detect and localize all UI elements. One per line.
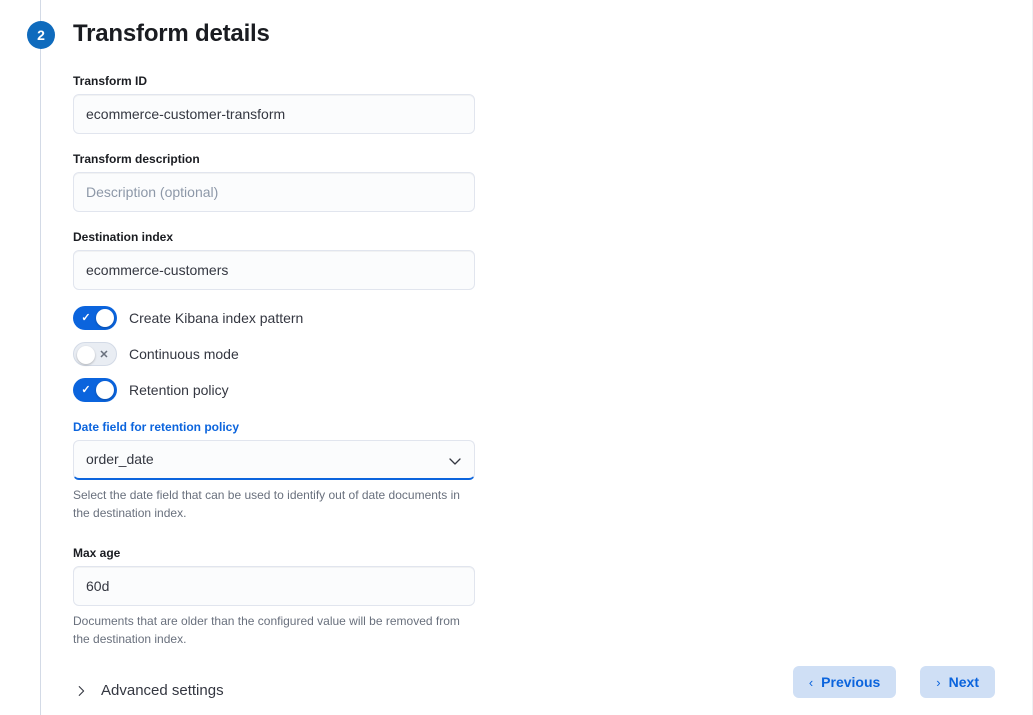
check-icon: ✓ xyxy=(81,312,91,324)
chevron-right-icon: › xyxy=(936,674,941,690)
check-icon: ✓ xyxy=(81,384,91,396)
toggle-knob xyxy=(77,346,95,364)
create-kibana-index-pattern-toggle[interactable] xyxy=(73,306,117,330)
continuous-mode-label: Continuous mode xyxy=(129,346,239,362)
cross-icon: ✕ xyxy=(99,349,109,361)
retention-date-field-select[interactable]: order_date xyxy=(73,440,475,480)
max-age-field xyxy=(73,544,475,648)
transform-details-form xyxy=(73,72,475,699)
chevron-left-icon: ‹ xyxy=(808,674,814,690)
max-age-label: Max age xyxy=(73,546,121,560)
page-title: Transform details xyxy=(73,20,270,47)
chevron-down-icon[interactable] xyxy=(447,453,463,474)
create-kibana-index-pattern-toggle-row[interactable] xyxy=(73,306,475,330)
retention-policy-label: Retention policy xyxy=(129,382,229,398)
destination-index-field xyxy=(73,228,475,290)
stepper-rail xyxy=(40,0,41,715)
next-button[interactable] xyxy=(920,666,995,698)
step-number-badge: 2 xyxy=(27,21,55,49)
transform-id-input[interactable] xyxy=(73,94,475,134)
continuous-mode-toggle-row[interactable] xyxy=(73,342,475,366)
max-age-help: Documents that are older than the configured value will be removed from the destination index. xyxy=(73,614,460,646)
transform-id-label: Transform ID xyxy=(73,74,148,88)
advanced-settings-accordion[interactable] xyxy=(73,682,475,699)
toggle-knob xyxy=(96,309,114,327)
max-age-input[interactable] xyxy=(73,566,475,606)
previous-button[interactable] xyxy=(793,666,896,698)
retention-date-field-help: Select the date field that can be used to identify out of date documents in the destination index. xyxy=(73,488,460,520)
retention-policy-toggle[interactable] xyxy=(73,378,117,402)
retention-date-field-select-wrap[interactable] xyxy=(73,440,475,480)
next-button-label: Next xyxy=(948,674,979,690)
create-kibana-index-pattern-label: Create Kibana index pattern xyxy=(129,310,304,326)
continuous-mode-toggle[interactable] xyxy=(73,342,117,366)
retention-date-field-label: Date field for retention policy xyxy=(73,420,240,434)
destination-index-input[interactable] xyxy=(73,250,475,290)
chevron-right-icon[interactable] xyxy=(73,683,89,699)
wizard-footer xyxy=(793,666,995,698)
transform-id-field xyxy=(73,72,475,134)
previous-button-label: Previous xyxy=(821,674,881,690)
retention-date-field-group xyxy=(73,418,475,522)
transform-description-label: Transform description xyxy=(73,152,200,166)
transform-description-field xyxy=(73,150,475,212)
advanced-settings-label: Advanced settings xyxy=(101,682,224,699)
retention-policy-toggle-row[interactable] xyxy=(73,378,475,402)
toggle-knob xyxy=(96,381,114,399)
transform-description-input[interactable] xyxy=(73,172,475,212)
destination-index-label: Destination index xyxy=(73,230,174,244)
